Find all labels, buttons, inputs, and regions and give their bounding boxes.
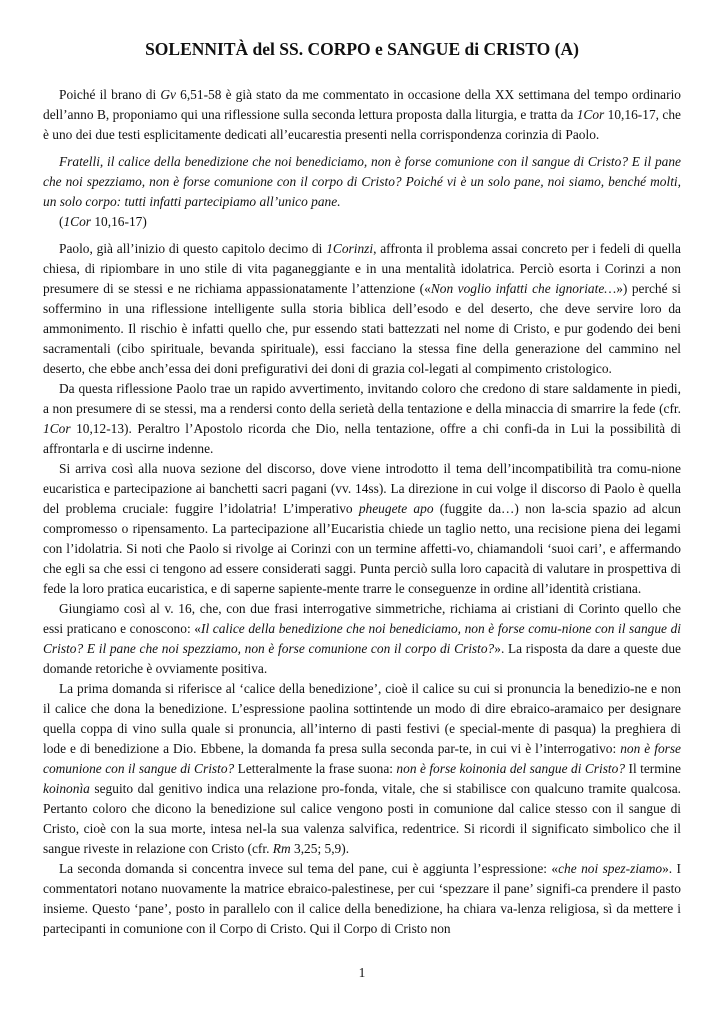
body-paragraph — [43, 679, 681, 859]
italic-text: 1Cor — [63, 214, 92, 229]
italic-text: pheugete apo — [358, 501, 434, 516]
text-run: ») perché si soffermino in una riflessione intelligente sulla storia biblica dell’esodo e del deserto, che deve servire loro da ammonimento. Il rischio è infatti quello che, pur essendo stati battezzati nel nome di Cristo, e pur godendo dei beni sacramentali (cibo spirituale, bevanda spirituale), essi facciano la stessa fine della generazione del cammino nel deserto, che ebbe anch’essa dei doni prefigurativi dei doni di grazia col-legati al compimento cristologico. — [43, 281, 681, 376]
text-run: Letteralmente la frase suona: — [234, 761, 397, 776]
document-body — [43, 85, 681, 939]
text-run: La prima domanda si riferisce al ‘calice della benedizione’, cioè il calice su cui si pronuncia la benedizio-ne e non il calice che dona la benedizione. L’espressione paolina sottintende un modo di dire ebraico-aramaico per designare quella coppa di vino sulla quale si pronuncia, all’interno di pasti festivi (e special-mente di pasqua) la preghiera di lode e di benedizione a Dio. Ebbene, la domanda fa presa sulla seconda par-te, in cui vi è l’interrogativo: — [43, 681, 681, 756]
text-run: Il termine — [625, 761, 681, 776]
body-paragraph — [43, 459, 681, 599]
body-paragraph — [43, 379, 681, 459]
text-run: 10,16-17) — [91, 214, 147, 229]
body-paragraph — [43, 239, 681, 379]
italic-text: 1Cor — [576, 107, 605, 122]
italic-text: che noi spez-ziamo — [558, 861, 663, 876]
scripture-quote — [43, 152, 681, 212]
text-run: seguito dal genitivo indica una relazione pro-fonda, vitale, che si stabilisce con qualcuno tramite qualcosa. Pertanto coloro che dicono la benedizione sul calice vengono posti in comunione dal calice stesso con il sangue di Cristo, cioè con la sua morte, intesa nel-la sua valenza salvifica, redentrice. Si ricordi il significato simbolico che il sangue riveste in relazione con Cristo (cfr. — [43, 781, 681, 856]
italic-text: Non voglio infatti che ignoriate… — [430, 281, 617, 296]
italic-text: non è forse comunione con il sangue di Cristo? — [43, 741, 682, 776]
text-run: Da questa riflessione Paolo trae un rapido avvertimento, invitando coloro che credono di stare saldamente in piedi, a non presumere di se stessi, ma a rendersi conto della serietà della tentazione e della minaccia di smarrire la fede (cfr. — [43, 381, 681, 416]
text-run: 10,16-17, che è uno dei due testi esplicitamente dedicati all’eucarestia presenti nella corrispondenza corinzia di Paolo. — [43, 107, 681, 142]
text-run: Si arriva così alla nuova sezione del discorso, dove viene introdotto il tema dell’incompatibilità tra comu-nione eucaristica e partecipazione ai banchetti sacri pagani (vv. 14ss). La direzione in cui volge il discorso di Paolo è quella del problema cruciale: fuggire l’idolatria! L’imperativo — [43, 461, 681, 516]
text-run: 10,12-13). Peraltro l’Apostolo ricorda che Dio, nella tentazione, offre a chi confi-da in Lui la possibilità di affrontarla e di uscirne indenne. — [43, 421, 681, 456]
text-run: ( — [59, 214, 64, 229]
text-run: Poiché il brano di — [59, 87, 161, 102]
page-number: 1 — [358, 965, 366, 980]
intro-paragraph — [43, 85, 681, 145]
italic-text: Il calice della benedizione che noi benediciamo, non è forse comu-nione con il sangue di Cristo? E il pane che noi spezziamo, non è forse comunione con il corpo di Cristo? — [43, 621, 682, 656]
italic-text: Gv — [160, 87, 176, 102]
text-run: , affronta il problema assai concreto per i fedeli di quella chiesa, di ripiombare in uno stile di vita paganeggiante e in una mentalità idolatrica. Perciò esorta i Corinzi a non presumere di se stessi e ne richiama appassionatamente l’attenzione (« — [43, 241, 681, 296]
text-run: ». La risposta da dare a queste due domande retoriche è ovviamente positiva. — [43, 641, 681, 676]
page-title: SOLENNITÀ del SS. CORPO e SANGUE di CRISTO (A) — [145, 39, 579, 59]
scripture-reference — [43, 212, 681, 232]
italic-text: Fratelli, il calice della benedizione che noi benediciamo, non è forse comunione con il sangue di Cristo? E il pane che noi spezziamo, non è forse comunione con il corpo di Cristo? Poiché vi è un solo pane, noi siamo, benché molti, un solo corpo: tutti infatti partecipiamo all’unico pane. — [43, 154, 681, 209]
italic-text: 1Cor — [43, 421, 71, 436]
text-run: 6,51-58 è già stato da me commentato in occasione della XX settimana del tempo ordinario dell’anno B, proponiamo qui una riflessione sulla seconda lettura proposta dalla liturgia, e tratta da — [43, 87, 682, 122]
body-paragraph — [43, 599, 681, 679]
text-run: La seconda domanda si concentra invece sul tema del pane, cui è aggiunta l’espressione: « — [59, 861, 559, 876]
text-run: (fuggite da…) non la-scia spazio ad alcun compromesso o ripensamento. La partecipazione all’Eucaristia chiede un taglio netto, una recisione piena dei legami con l’idolatria. Si noti che Paolo si rivolge ai Corinzi con un termine affetti-vo, chiamandoli ‘suoi cari’, e affermando che egli sa che essi ci tengono ad essere considerati saggi. Punta perciò sulla loro capacità di valutare in prospettiva di fede la loro pratica eucaristica, e di saperne sapiente-mente trarre le conseguenze in ordine all’identità cristiana. — [43, 501, 681, 596]
italic-text: 1Corinzi — [326, 241, 374, 256]
text-run: Paolo, già all’inizio di questo capitolo decimo di — [59, 241, 327, 256]
italic-text: non è forse koinonia del sangue di Cristo? — [396, 761, 626, 776]
text-run: Giungiamo così al v. 16, che, con due frasi interrogative simmetriche, richiama ai cristiani di Corinto quello che essi praticano e conoscono: « — [43, 601, 681, 636]
body-paragraph — [43, 859, 681, 939]
text-run: 3,25; 5,9). — [290, 841, 350, 856]
text-run: ». I commentatori notano nuovamente la matrice ebraico-palestinese, per cui ‘spezzare il pane’ signifi-ca prendere il pasto insieme. Questo ‘pane’, posto in parallelo con il calice della benedizione, ha chiara va-lenza religiosa, sì da mettere i partecipanti in comunione con il Corpo di Cristo. Qui il Corpo di Cristo non — [43, 861, 682, 936]
italic-text: Rm — [272, 841, 291, 856]
italic-text: koinonìa — [43, 781, 90, 796]
